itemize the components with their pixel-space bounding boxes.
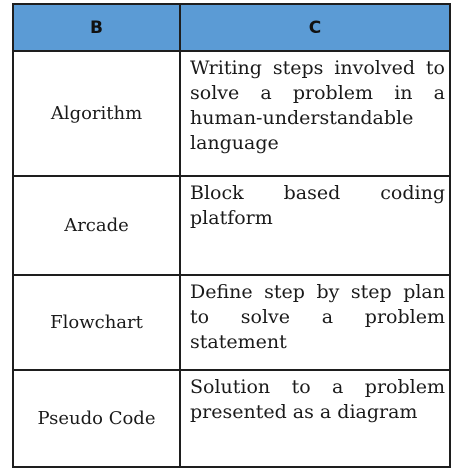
description-cell: Block based coding platform [180,176,450,275]
column-header-c: C [180,4,450,51]
description-cell: Solution to a problem presented as a diagram [180,370,450,467]
description-cell: Writing steps involved to solve a problem in a human-understandable language [180,51,450,176]
header-row [13,4,450,51]
term-cell: Flowchart [13,275,180,370]
table-row [13,275,450,370]
column-header-b: B [13,4,180,51]
matching-table [12,3,451,468]
term-cell: Pseudo Code [13,370,180,467]
term-cell: Algorithm [13,51,180,176]
table-row [13,176,450,275]
table-row [13,370,450,467]
description-cell: Define step by step plan to solve a problem statement [180,275,450,370]
table-row [13,51,450,176]
term-cell: Arcade [13,176,180,275]
